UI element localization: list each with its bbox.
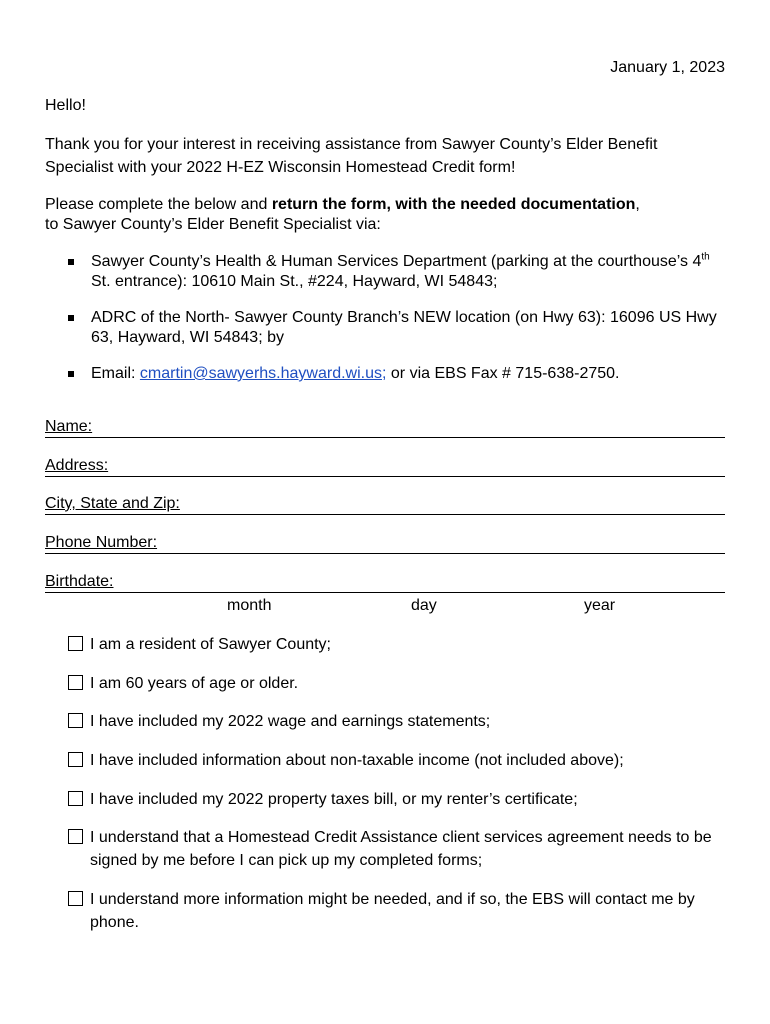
list-item-hhs (68, 252, 728, 292)
instructions-line2: to Sawyer County’s Elder Benefit Specialist via: (45, 216, 381, 233)
instructions-text: Please complete the below and (45, 196, 272, 213)
checklist-item-label: I have included information about non-taxable income (not included above); (90, 752, 624, 769)
checkbox-agreement[interactable] (68, 829, 83, 844)
list-item-adrc (68, 308, 728, 348)
instructions-paragraph (45, 195, 730, 235)
checklist-item[interactable] (68, 633, 718, 656)
hhs-text-1: Sawyer County’s Health & Human Services Department (parking at the courthouse’s 4 (91, 253, 702, 270)
checkbox-age[interactable] (68, 675, 83, 690)
checkbox-contact-by-phone[interactable] (68, 891, 83, 906)
birthdate-label: Birthdate: (45, 573, 114, 590)
checkbox-non-taxable-income[interactable] (68, 752, 83, 767)
list-item-email (68, 364, 728, 384)
birthdate-month-caption: month (227, 597, 272, 614)
phone-number-label: Phone Number: (45, 534, 158, 551)
bullet-square-icon (68, 315, 74, 321)
checklist-item-label: I have included my 2022 property taxes bill, or my renter’s certificate; (90, 791, 578, 808)
adrc-text: ADRC of the North- Sawyer County Branch’s NEW location (on Hwy 63): 16096 US Hwy 63, Hayward, WI 54843; by (91, 309, 717, 346)
checklist-item-label: I understand more information might be needed, and if so, the EBS will contact me by phone. (90, 891, 695, 931)
checklist-item[interactable] (68, 749, 718, 772)
bullet-square-icon (68, 259, 74, 265)
checkbox-property-taxes[interactable] (68, 791, 83, 806)
phone-number-field[interactable] (45, 533, 725, 554)
checklist-item-label: I understand that a Homestead Credit Assistance client services agreement needs to be signed by me before I can pick up my completed forms; (90, 829, 712, 869)
checklist-item-label: I have included my 2022 wage and earnings statements; (90, 713, 491, 730)
intro-paragraph: Thank you for your interest in receiving assistance from Sawyer County’s Elder Benefit Specialist with your 2022 H-EZ Wisconsin Homestead Credit form! (45, 136, 658, 176)
checkbox-resident[interactable] (68, 636, 83, 651)
instructions-comma: , (635, 196, 640, 213)
hhs-text-2: St. entrance): 10610 Main St., #224, Hayward, WI 54843; (91, 273, 498, 290)
city-state-zip-field[interactable] (45, 494, 725, 515)
email-link[interactable]: cmartin@sawyerhs.hayward.wi.us; (139, 365, 387, 382)
address-field[interactable] (45, 456, 725, 477)
letter-date: January 1, 2023 (610, 59, 725, 76)
checklist-item[interactable] (68, 710, 718, 733)
checklist-item-label: I am 60 years of age or older. (90, 675, 299, 692)
birthdate-field[interactable] (45, 572, 725, 593)
name-field[interactable] (45, 417, 725, 438)
address-label: Address: (45, 457, 109, 474)
checklist-item-label: I am a resident of Sawyer County; (90, 636, 331, 653)
greeting: Hello! (45, 97, 86, 114)
bullet-square-icon (68, 371, 74, 377)
name-label: Name: (45, 418, 93, 435)
submission-methods-list (68, 252, 728, 400)
hhs-ordinal: th (701, 251, 710, 263)
instructions-bold: return the form, with the needed documentation (271, 196, 636, 213)
checklist-item[interactable] (68, 788, 718, 811)
birthdate-year-caption: year (584, 597, 616, 614)
checklist-item[interactable] (68, 672, 718, 695)
checklist-item[interactable] (68, 826, 718, 872)
checkbox-wage-statements[interactable] (68, 713, 83, 728)
city-state-zip-label: City, State and Zip: (45, 495, 180, 512)
email-prefix: Email: (91, 365, 140, 382)
birthdate-day-caption: day (411, 597, 437, 614)
checklist-item[interactable] (68, 888, 718, 934)
fax-text: or via EBS Fax # 715-638-2750. (386, 365, 620, 382)
